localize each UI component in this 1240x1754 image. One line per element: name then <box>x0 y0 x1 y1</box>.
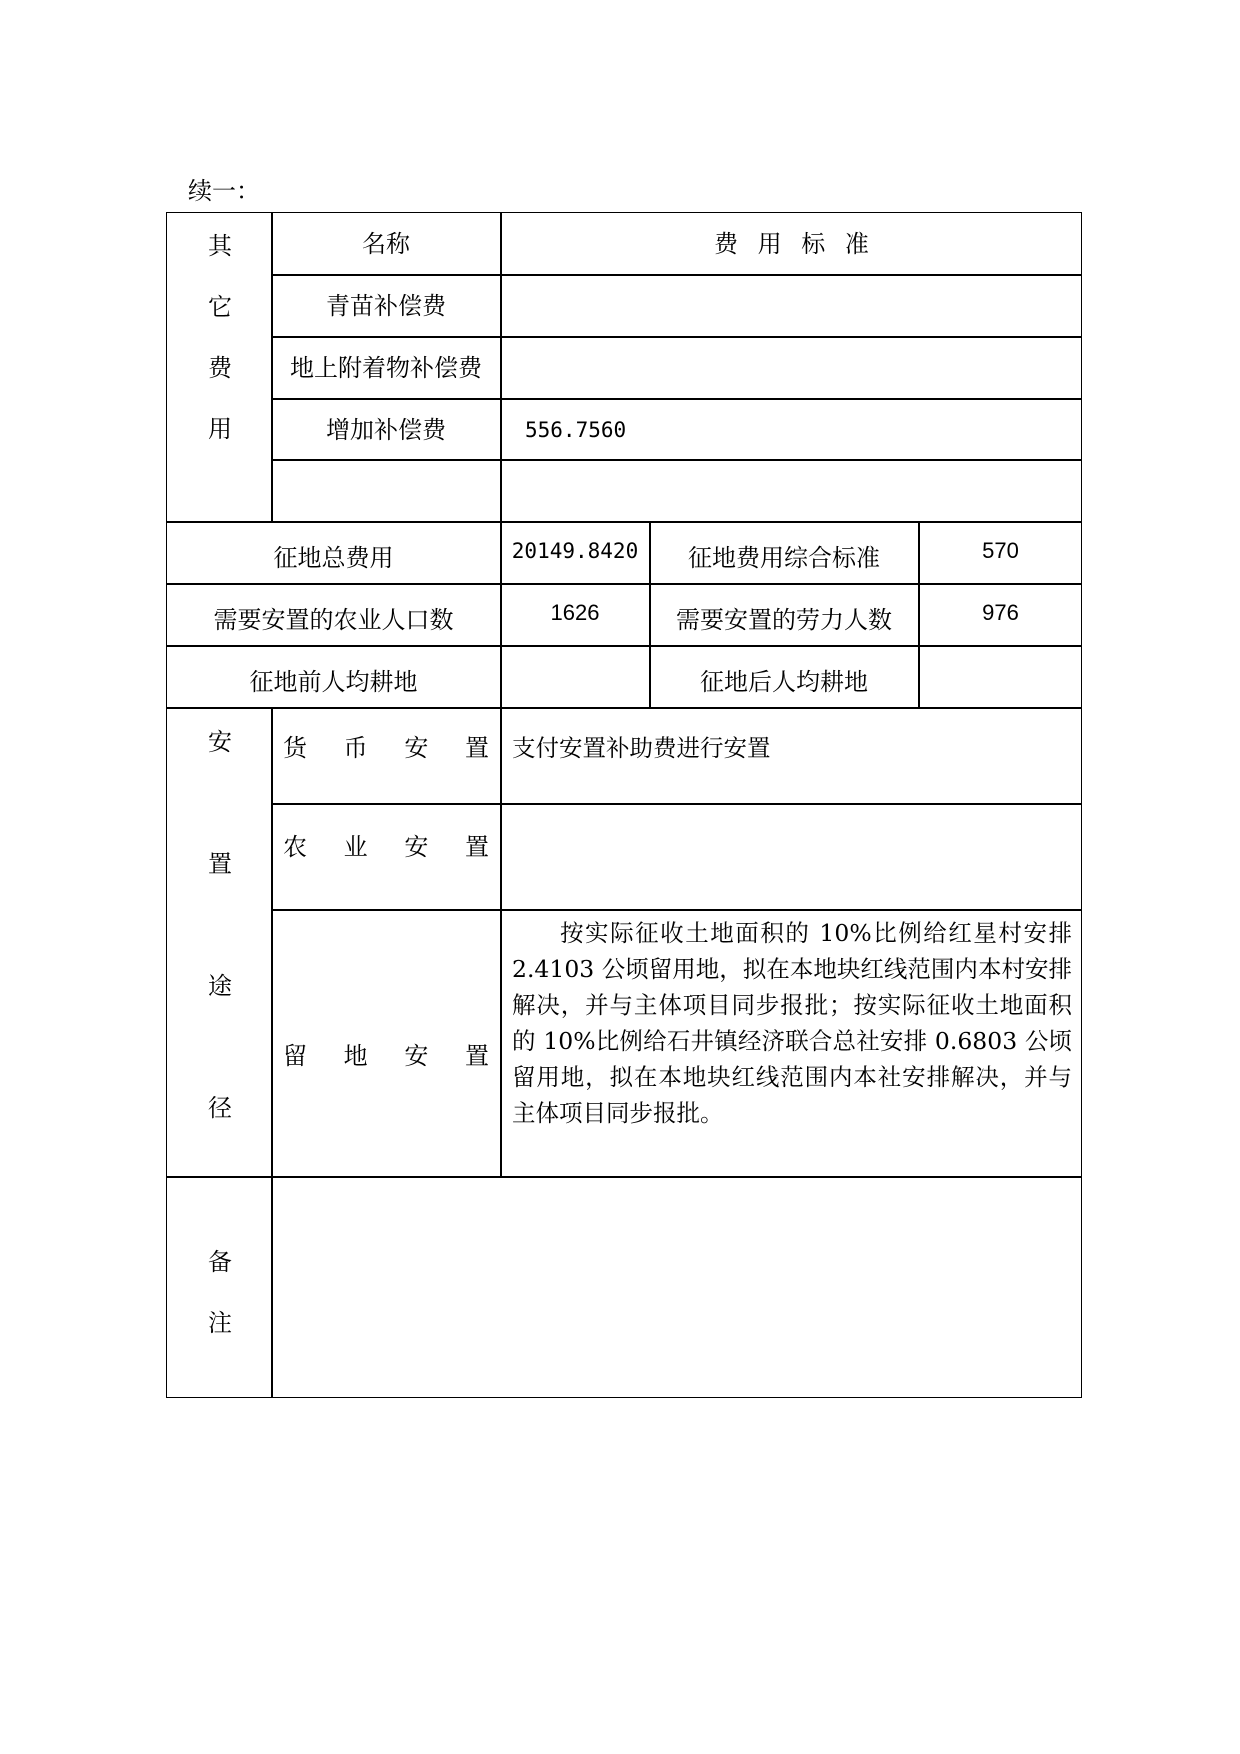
label-char: 注 <box>208 1309 232 1337</box>
agri-population-label: 需要安置的农业人口数 <box>213 605 454 634</box>
label-char: 备 <box>208 1248 232 1276</box>
land-acquisition-table <box>166 212 1082 1398</box>
label-char: 货 <box>283 734 307 762</box>
label-char: 安 <box>404 833 429 861</box>
label-char: 安 <box>404 734 429 762</box>
col-header-standard: 费 用 标 准 <box>714 229 869 258</box>
fee-value-additional: 556.7560 <box>525 417 627 442</box>
fee-value-attachments <box>501 337 1082 398</box>
agricultural-label <box>283 832 489 862</box>
label-char: 币 <box>343 734 368 762</box>
labor-value: 976 <box>982 600 1019 625</box>
label-char: 费 <box>208 354 232 382</box>
agri-population-value: 1626 <box>550 600 600 625</box>
land-after-value <box>919 646 1082 707</box>
composite-standard-value: 570 <box>982 538 1019 563</box>
label-char: 业 <box>343 833 368 861</box>
total-fee-value: 20149.8420 <box>511 539 639 563</box>
land-before-label: 征地前人均耕地 <box>249 667 418 696</box>
fee-name-additional: 增加补偿费 <box>326 415 446 444</box>
col-header-name: 名称 <box>362 229 410 258</box>
monetary-content: 支付安置补助费进行安置 <box>512 734 771 762</box>
rule <box>167 1176 1082 1178</box>
label-char: 置 <box>464 734 489 762</box>
label-char: 其 <box>208 232 232 260</box>
label-char: 安 <box>404 1042 429 1070</box>
label-char: 置 <box>208 850 232 878</box>
labor-label: 需要安置的劳力人数 <box>676 605 892 634</box>
label-char: 径 <box>208 1094 232 1122</box>
reserved-land-content: 按实际征收土地面积的 10%比例给红星村安排 2.4103 公顷留用地，拟在本地块红线范围内本村安排解决，并与主体项目同步报批；按实际征收土地面积的 10%比例给石井镇经济联合总社安排 0.6803 公顷留用地，拟在本地块红线范围内本社安排解决，并与主体项目同步报批。 <box>512 919 1072 1127</box>
rule <box>272 909 1082 911</box>
label-char: 置 <box>464 1042 489 1070</box>
remarks-label <box>195 1247 245 1369</box>
total-fee-label: 征地总费用 <box>273 543 394 572</box>
land-before-value <box>501 646 649 707</box>
fee-name-blank <box>272 460 500 521</box>
label-char: 途 <box>208 972 232 1000</box>
rule <box>167 707 1082 709</box>
fee-value-blank <box>501 460 1082 521</box>
rule <box>271 1176 273 1398</box>
continuation-heading: 续一： <box>188 177 260 205</box>
label-char: 置 <box>464 833 489 861</box>
monetary-label <box>283 733 489 763</box>
rule <box>272 803 1082 805</box>
resettlement-group-label <box>195 727 245 1153</box>
label-char: 地 <box>343 1042 368 1070</box>
composite-standard-label: 征地费用综合标准 <box>688 543 880 572</box>
land-after-label: 征地后人均耕地 <box>700 667 868 696</box>
other-fees-group-label <box>195 231 245 475</box>
label-char: 农 <box>283 833 307 861</box>
label-char: 它 <box>208 293 232 321</box>
reserved-land-label <box>283 1041 489 1071</box>
label-char: 安 <box>208 728 232 756</box>
rule <box>271 707 273 1176</box>
fee-name-attachments: 地上附着物补偿费 <box>290 353 482 382</box>
rule <box>500 707 502 1176</box>
fee-value-seedling <box>501 275 1082 336</box>
label-char: 用 <box>208 415 232 443</box>
label-char: 留 <box>283 1042 307 1070</box>
fee-name-seedling: 青苗补偿费 <box>326 291 446 320</box>
